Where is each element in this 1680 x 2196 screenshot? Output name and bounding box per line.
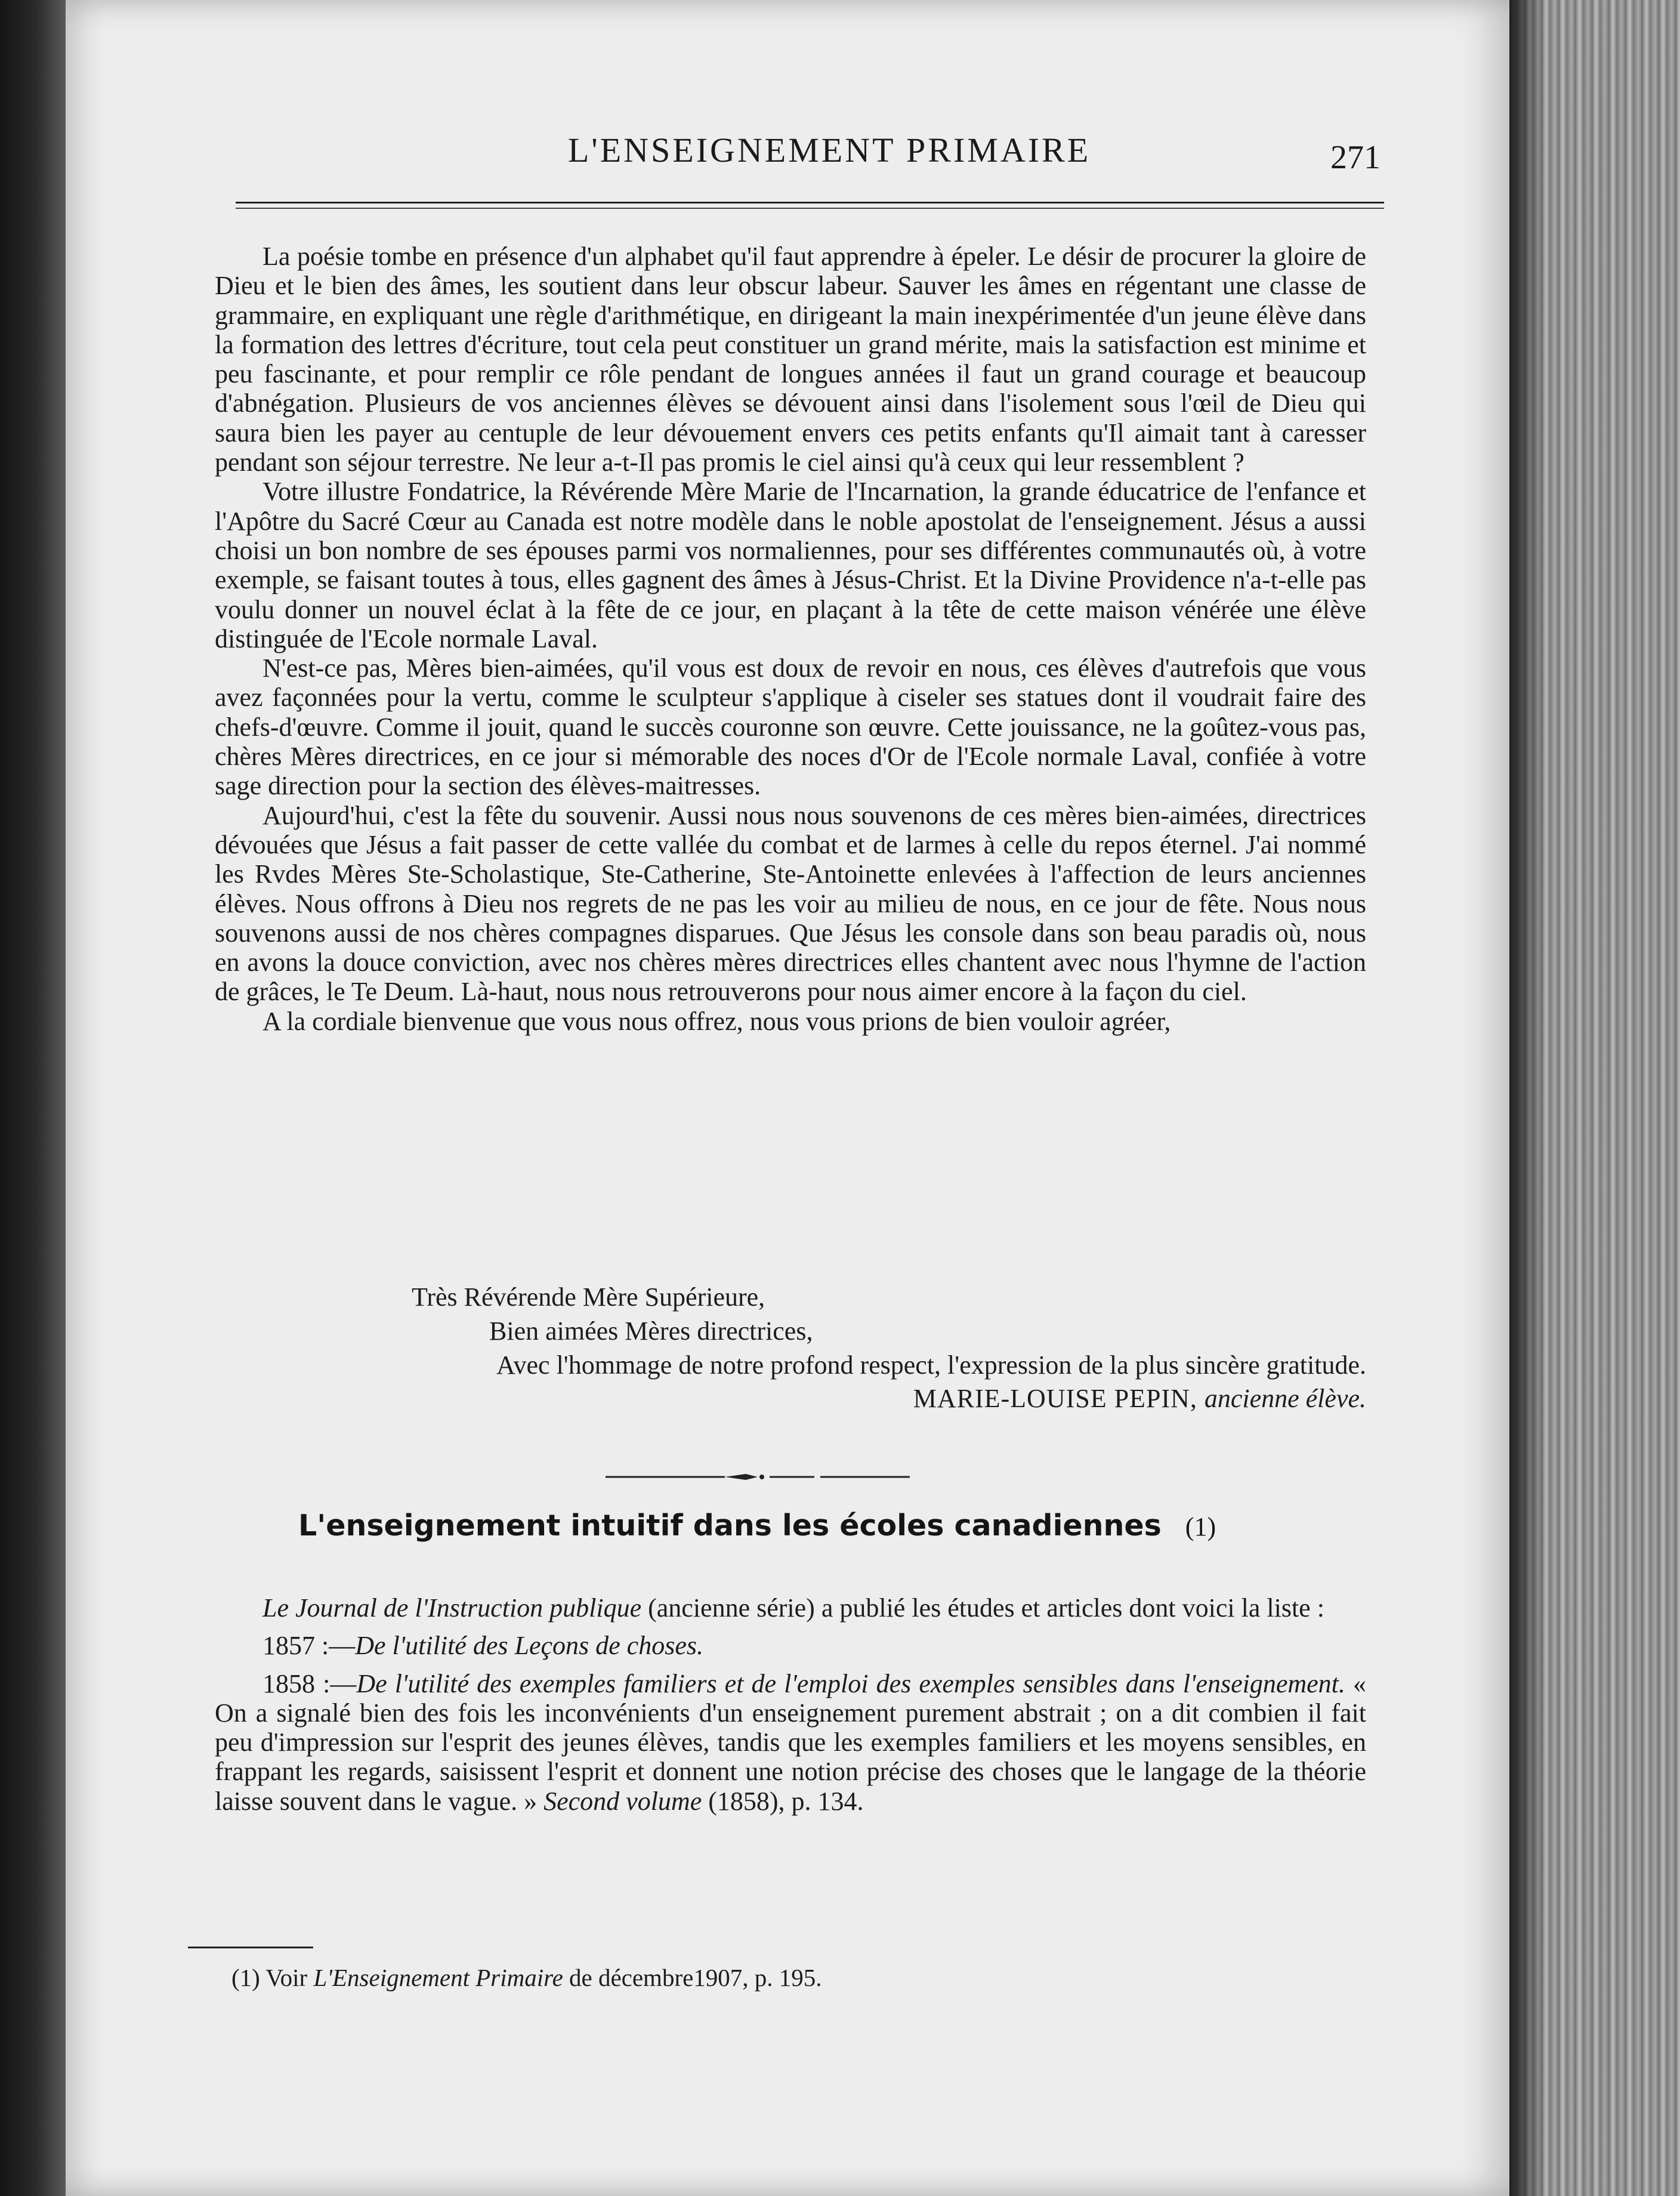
book-page (66, 0, 1509, 2196)
footnote-source: L'Enseignement Primaire (313, 1964, 563, 1991)
footnote-rule (188, 1947, 313, 1948)
list-item: 1858 :—De l'utilité des exemples familiers et de l'emploi des exemples sensibles dans l'enseignement. « On a signalé bien des fois les inconvénients d'un enseignement purement abstrait ; on a dit combien il fait peu d'impression sur l'esprit des jeunes élèves, tandis que les exemples familiers et les moyens sensibles, en frappant les regards, saisissent l'esprit et donnent une notion précise des choses que le langage de la théorie laisse souvent dans le vague. » Second volume (1858), p. 134. (215, 1668, 1366, 1816)
letter-paragraph: A la cordiale bienvenue que vous nous offrez, nous vous prions de bien vouloir agréer, (262, 1006, 1171, 1036)
footnote-reference: (1) (1185, 1512, 1216, 1541)
article-body (215, 1593, 1366, 1824)
journal-title: Le Journal de l'Instruction publique (262, 1593, 642, 1623)
book-binding-edge (1509, 0, 1680, 2196)
signature-name: MARIE-LOUISE PEPIN, (913, 1384, 1197, 1413)
page-number: 271 (1330, 139, 1381, 176)
signature-role: ancienne élève. (1204, 1384, 1366, 1413)
footnote: (1) Voir L'Enseignement Primaire de décembre1907, p. 195. (231, 1964, 822, 1991)
article-title: L'enseignement intuitif dans les écoles canadiennes (298, 1509, 1162, 1543)
signature-block (185, 1383, 1366, 1419)
list-item: 1857 :—De l'utilité des Leçons de choses. (262, 1631, 703, 1661)
closing-line: Avec l'hommage de notre profond respect, l'expression de la plus sincère gratitude. (496, 1350, 1366, 1380)
running-title: L'ENSEIGNEMENT PRIMAIRE (567, 131, 1091, 169)
signature (913, 1383, 1366, 1414)
salutation-line-1: Très Révérende Mère Supérieure, (412, 1282, 765, 1312)
section-ornament (606, 1472, 910, 1482)
letter-paragraph: N'est-ce pas, Mères bien-aimées, qu'il vous est doux de revoir en nous, ces élèves d'autrefois que vous avez façonnées pour la vertu, comme le sculpteur s'applique à ciseler ses statues dont il voudrait faire des chefs-d'œuvre. Comme il jouit, quand le succès couronne son œuvre. Cette jouissance, ne la goûtez-vous pas, chères Mères directrices, en ce jour si mémorable des noces d'Or de l'Ecole normale Laval, confiée à votre sage direction pour la section des élèves-maitresses. (215, 653, 1366, 801)
letter-paragraph: La poésie tombe en présence d'un alphabet qu'il faut apprendre à épeler. Le désir de procurer la gloire de Dieu et le bien des âmes, les soutient dans leur obscur labeur. Sauver les âmes en régentant une classe de grammaire, en expliquant une règle d'arithmétique, en dirigeant la main inexpérimentée d'un jeune élève dans la formation des lettres d'écriture, tout cela peut constituer un grand mérite, mais la satisfaction est minime et peu fascinante, et pour remplir ce rôle pendant de longues années il faut un grand courage et beaucoup d'abnégation. Plusieurs de vos anciennes élèves se dévouent ainsi dans l'isolement sous l'œil de Dieu qui saura bien les payer au centuple de leur dévouement envers ces petits enfants qu'Il aimait tant à caresser pendant son séjour terrestre. Ne leur a-t-Il pas promis le ciel ainsi qu'à ceux qui leur ressemblent ? (215, 242, 1366, 477)
article-intro: Le Journal de l'Instruction publique (ancienne série) a publié les études et articles dont voici la liste : (262, 1593, 1324, 1623)
letter-body (215, 242, 1366, 1036)
letter-paragraph: Votre illustre Fondatrice, la Révérende Mère Marie de l'Incarnation, la grande éducatrice de l'enfance et l'Apôtre du Sacré Cœur au Canada est notre modèle dans le noble apostolat de l'enseignement. Jésus a aussi choisi un bon nombre de ses épouses parmi vos normaliennes, pour ses différentes communautés où, à votre exemple, se faisant toutes à tous, elles gagnent des âmes à Jésus-Christ. Et la Divine Providence n'a-t-elle pas voulu donner un nouvel éclat à la fête de ce jour, en plaçant à la tête de cette maison vénérée une élève distinguée de l'Ecole normale Laval. (215, 477, 1366, 653)
scan-left-edge (0, 0, 66, 2196)
header-rule (236, 202, 1384, 209)
article-heading (298, 1509, 1301, 1543)
letter-paragraph: Aujourd'hui, c'est la fête du souvenir. Aussi nous nous souvenons de ces mères bien-aimées, directrices dévouées que Jésus a fait passer de cette vallée du combat et de larmes à celle du repos éternel. J'ai nommé les Rvdes Mères Ste-Scholastique, Ste-Catherine, Ste-Antoinette enlevées à l'affection de leurs anciennes élèves. Nous offrons à Dieu nos regrets de ne pas les voir au milieu de nous, en ce jour de fête. Nous nous souvenons aussi de nos chères compagnes disparues. Que Jésus les console dans son beau paradis où, nous en avons la douce conviction, avec nos chères mères directrices elles chantent avec nous l'hymne de l'action de grâces, le Te Deum. Là-haut, nous nous retrouverons pour nous aimer encore à la façon du ciel. (215, 800, 1366, 1007)
salutation-line-2: Bien aimées Mères directrices, (489, 1316, 813, 1346)
